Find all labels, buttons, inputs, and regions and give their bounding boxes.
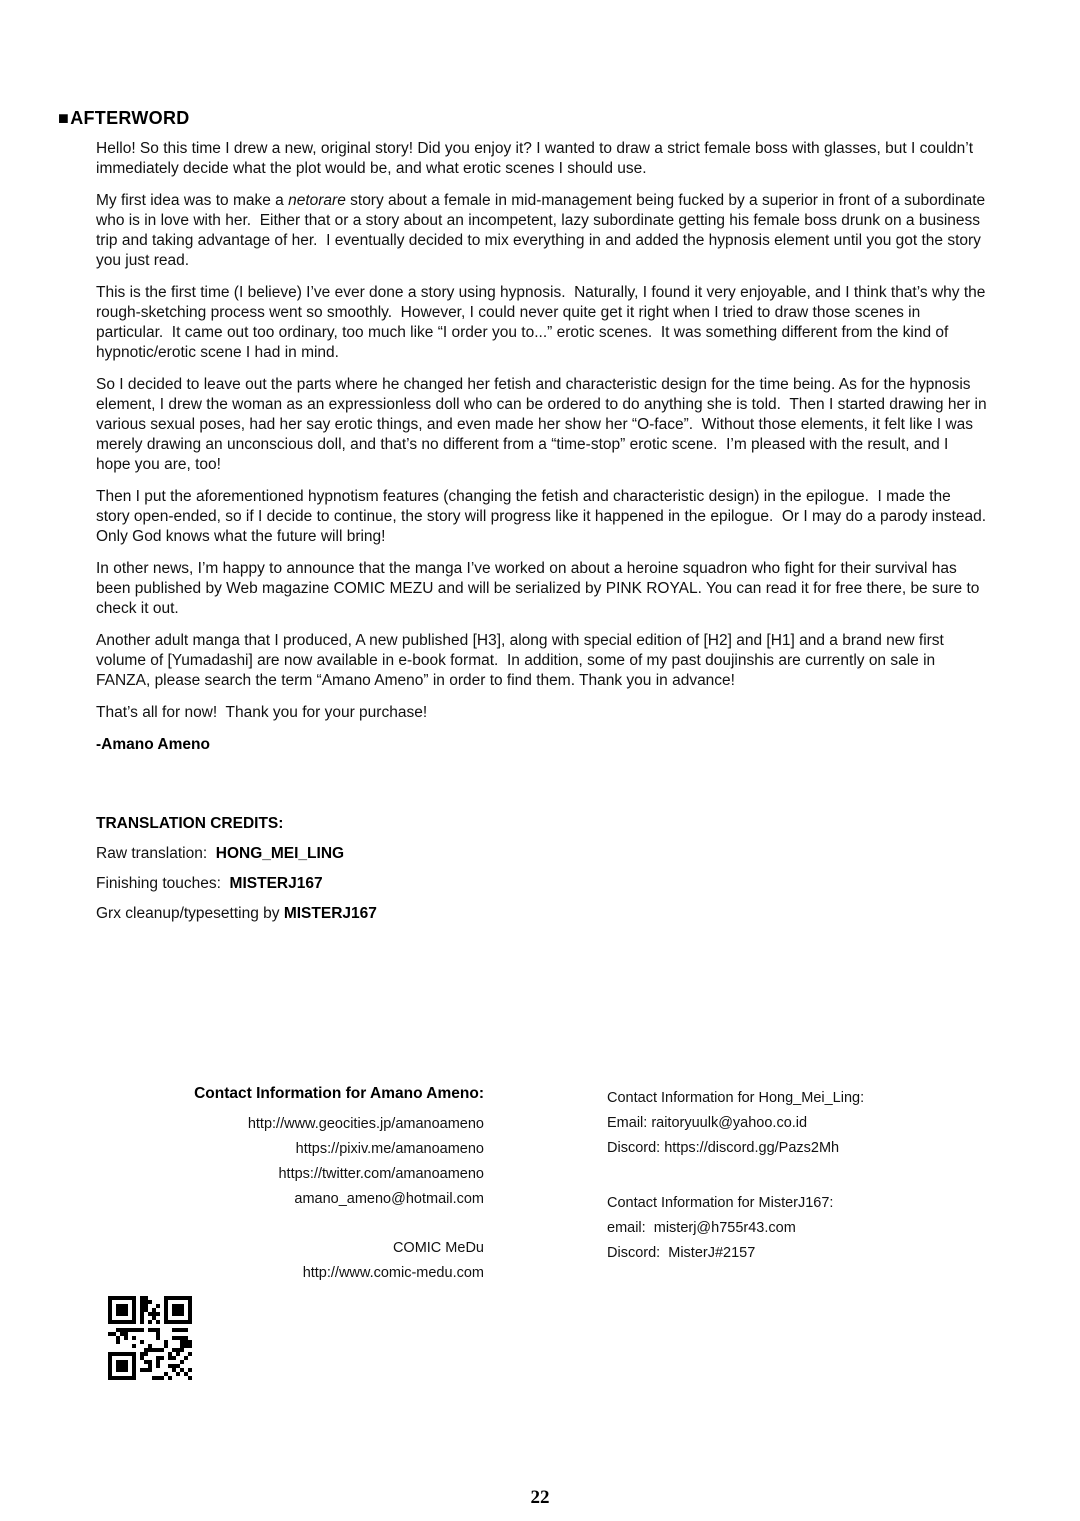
contact-heading: Contact Information for Amano Ameno: (194, 1085, 484, 1102)
translation-credits (96, 814, 377, 934)
paragraph-2-italic-term: netorare (288, 192, 346, 209)
contact-url: https://twitter.com/amanoameno (278, 1166, 484, 1182)
credits-heading: TRANSLATION CREDITS: (96, 815, 284, 832)
contact-heading: Contact Information for Hong_Mei_Ling: (607, 1090, 865, 1106)
publisher-name: COMIC MeDu (392, 1240, 484, 1256)
page-number: 22 (530, 1487, 550, 1508)
signoff: That’s all for now! Thank you for your purchase! (96, 704, 428, 721)
contact-info-misterj167 (607, 1191, 864, 1266)
paragraph-2-lead: My first idea was to make a (96, 192, 289, 209)
paragraph-5: Then I put the aforementioned hypnotism features (changing the fetish and characteristic design) in the epilogue. I made the story open-ended, so if I decide to continue, the story will progress like it happened in the epilogue. Or I may do a parody instead. Only God knows what the future will bring! (96, 488, 995, 545)
credit-row-finishing-touches (96, 874, 377, 894)
paragraph-4: So I decided to leave out the parts where he changed her fetish and characteristic design for the time being. As for the hypnosis element, I drew the woman as an expressionless doll who can be ordered to do anything she is told. Then I started drawing her in various sexual poses, had her say erotic things, and even made her show her “O-face”. Without those elements, it felt like I was merely drawing an unconscious doll, and that’s no different from a “time-stop” erotic scene. I’m pleased with the result, and I hope you are, too! (96, 376, 991, 473)
credit-row-grx-cleanup (96, 904, 377, 924)
contact-email: email: misterj@h755r43.com (607, 1220, 796, 1236)
paragraph-1: Hello! So this time I drew a new, original story! Did you enjoy it? I wanted to draw a strict female boss with glasses, but I couldn’t immediately decide what the plot would be, and what erotic scenes I should use. (96, 140, 978, 177)
paragraph-2-rest: story about a female in mid-management being fucked by a superior in front of a subordinate who is in love with her. Either that or a story about an incompetent, lazy subordinate getting his female boss drunk on a business trip and taking advantage of her. I eventually decided to mix everything in and added the hypnosis element until you got the story you just read. (96, 192, 990, 269)
credit-name: MISTERJ167 (283, 905, 377, 922)
afterword-body (96, 139, 995, 767)
square-bullet-icon: ■ (58, 108, 70, 128)
contact-discord: Discord: https://discord.gg/Pazs2Mh (607, 1140, 840, 1156)
contact-info-amano-ameno (96, 1082, 484, 1286)
contact-email: Email: raitoryuulk@yahoo.co.id (607, 1115, 808, 1131)
paragraph-7: Another adult manga that I produced, A new published [H3], along with special edition of [H2] and [H1] and a brand new first volume of [Yumadashi] are now available in e-book format. In addition, some of my past doujinshis are currently on sale in FANZA, please search the term “Amano Ameno” in order to find them. Thank you in advance! (96, 632, 949, 689)
afterword-title: AFTERWORD (70, 108, 190, 128)
author-signature: -Amano Ameno (96, 736, 210, 753)
credit-label: Grx cleanup/typesetting by (96, 905, 284, 922)
spacer (96, 1212, 484, 1236)
afterword-heading (58, 107, 190, 129)
paragraph-3: This is the first time (I believe) I’ve ever done a story using hypnosis. Naturally, I found it very enjoyable, and I think that’s why the rough-sketching process went so smoothly. However, I could never quite get it right when I tried to draw those scenes in particular. It came out too ordinary, too much like “I order you to...” erotic scenes. It was something different from the kind of hypnotic/erotic scene I had in mind. (96, 284, 990, 361)
credit-row-raw-translation (96, 844, 377, 864)
paragraph-6: In other news, I’m happy to announce that the manga I’ve worked on about a heroine squadron who fight for their survival has been published by Web magazine COMIC MEZU and will be serialized by PINK ROYAL. You can read it for free there, be sure to check it out. (96, 560, 984, 617)
contact-info-translators (607, 1086, 864, 1296)
credit-label: Finishing touches: (96, 875, 230, 892)
qr-code (108, 1296, 192, 1380)
contact-url: https://pixiv.me/amanoameno (295, 1141, 484, 1157)
paragraph-2 (96, 191, 990, 271)
credit-name: MISTERJ167 (229, 875, 323, 892)
publisher-url: http://www.comic-medu.com (302, 1265, 484, 1281)
contact-heading: Contact Information for MisterJ167: (607, 1195, 834, 1211)
contact-discord: Discord: MisterJ#2157 (607, 1245, 756, 1261)
credit-label: Raw translation: (96, 845, 216, 862)
contact-email: amano_ameno@hotmail.com (294, 1191, 484, 1207)
credit-name: HONG_MEI_LING (215, 845, 345, 862)
contact-url: http://www.geocities.jp/amanoameno (247, 1116, 484, 1132)
contact-info-hong-mei-ling (607, 1086, 864, 1161)
